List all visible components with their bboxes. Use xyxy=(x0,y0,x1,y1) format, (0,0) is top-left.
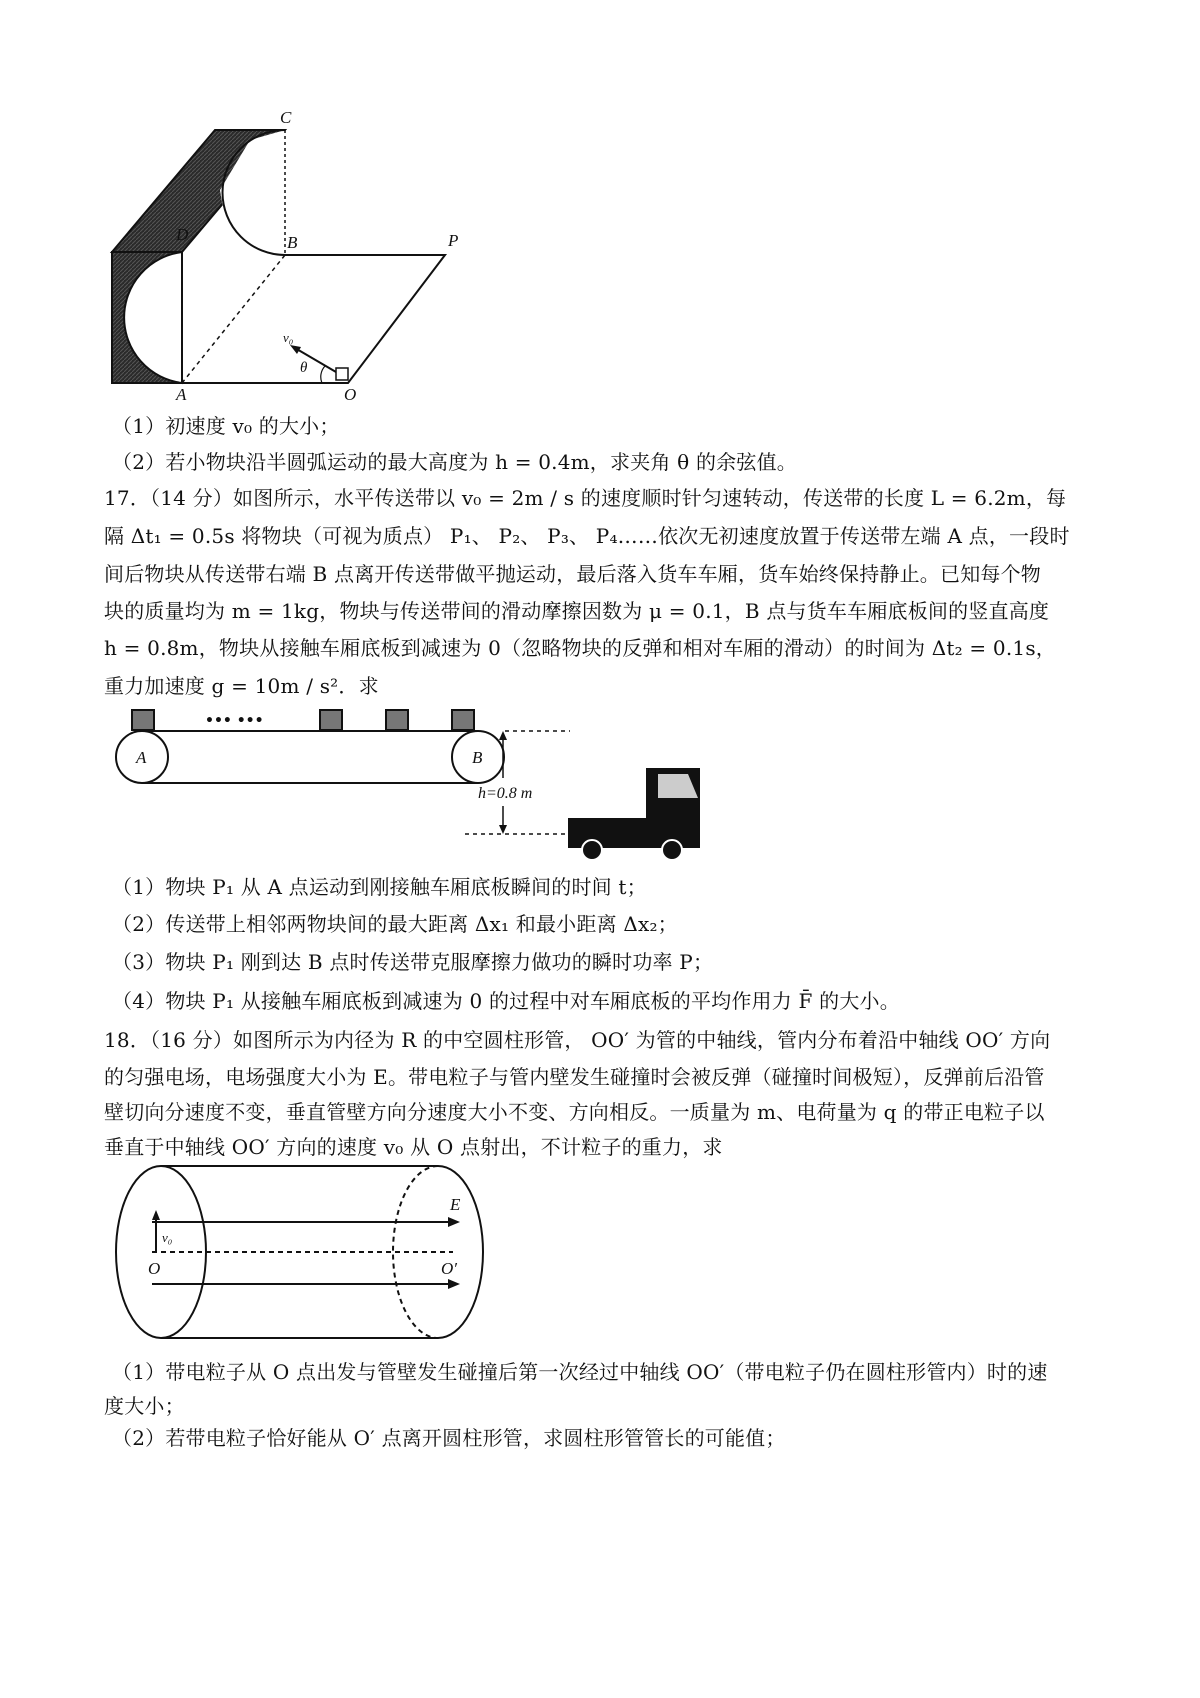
figure-cylinder-tube xyxy=(108,1158,503,1346)
incline-plane xyxy=(182,255,445,383)
figure-conveyor-truck xyxy=(110,700,710,865)
label-Oprime: O′ xyxy=(441,1259,457,1278)
label-B: B xyxy=(287,233,298,252)
label-O: O xyxy=(344,385,357,404)
q17-line3: 间后物块从传送带右端 B 点离开传送带做平抛运动，最后落入货车车厢，货车始终保持静止。已知每个物 xyxy=(104,562,1042,586)
q18-line2: 的匀强电场，电场强度大小为 E。带电粒子与管内壁发生碰撞时会被反弹（碰撞时间极短），反弹前后沿管 xyxy=(104,1065,1045,1089)
q18-line1: 18．（16 分）如图所示为内径为 R 的中空圆柱形管， OO′ 为管的中轴线，管内分布着沿中轴线 OO′ 方向 xyxy=(104,1028,1051,1052)
conveyor-block xyxy=(320,710,342,730)
q18-sub1b: 度大小； xyxy=(104,1394,185,1418)
q17-line4: 块的质量均为 m = 1kg，物块与传送带间的滑动摩擦因数为 μ = 0.1，B 点与货车车厢底板间的竖直高度 xyxy=(104,599,1050,623)
figure-halfpipe-incline xyxy=(100,100,500,405)
q17-sub1: （1）物块 P₁ 从 A 点运动到刚接触车厢底板瞬间的时间 t； xyxy=(112,875,647,899)
label-E: E xyxy=(450,1195,461,1214)
truck xyxy=(568,768,700,860)
dashed-line-ab xyxy=(182,255,285,383)
label-v0: v₀ xyxy=(283,330,294,345)
q18-sub1a: （1）带电粒子从 O 点出发与管壁发生碰撞后第一次经过中轴线 OO′（带电粒子仍在圆柱形管内）时的速 xyxy=(112,1360,1048,1384)
small-block xyxy=(336,368,348,380)
q17-sub2: （2）传送带上相邻两物块间的最大距离 Δx₁ 和最小距离 Δx₂； xyxy=(112,912,678,936)
theta-arc xyxy=(321,366,325,383)
q17-line1: 17．（14 分）如图所示，水平传送带以 v₀ = 2m / s 的速度顺时针匀速转动，传送带的长度 L = 6.2m，每 xyxy=(104,486,1067,510)
conveyor-block xyxy=(386,710,408,730)
label-P: P xyxy=(448,231,459,250)
q17-line2: 隔 Δt₁ = 0.5s 将物块（可视为质点） P₁、 P₂、 P₃、 P₄……依次无初速度放置于传送带左端 A 点，一段时 xyxy=(104,524,1070,548)
q18-line4: 垂直于中轴线 OO′ 方向的速度 v₀ 从 O 点射出，不计粒子的重力，求 xyxy=(104,1135,723,1159)
label-A: A xyxy=(136,748,147,767)
conveyor-block xyxy=(452,710,474,730)
q16-sub1: （1）初速度 v₀ 的大小； xyxy=(112,414,340,438)
q17-line6: 重力加速度 g = 10m / s²．求 xyxy=(104,674,379,698)
q17-sub4: （4）物块 P₁ 从接触车厢底板到减速为 0 的过程中对车厢底板的平均作用力 F̄ 的大小。 xyxy=(112,989,900,1013)
label-B: B xyxy=(472,748,483,767)
label-A: A xyxy=(176,385,187,404)
conveyor-dots: ••• ••• xyxy=(205,713,264,729)
label-height: h=0.8 m xyxy=(478,785,533,802)
q16-sub2: （2）若小物块沿半圆弧运动的最大高度为 h = 0.4m，求夹角 θ 的余弦值。 xyxy=(112,450,797,474)
conveyor-block xyxy=(132,710,154,730)
q17-sub3: （3）物块 P₁ 刚到达 B 点时传送带克服摩擦力做功的瞬时功率 P； xyxy=(112,950,714,974)
q18-sub2: （2）若带电粒子恰好能从 O′ 点离开圆柱形管，求圆柱形管管长的可能值； xyxy=(112,1426,786,1450)
label-theta: θ xyxy=(300,360,308,376)
q18-line3: 壁切向分速度不变，垂直管壁方向分速度大小不变、方向相反。一质量为 m、电荷量为 q 的带正电粒子以 xyxy=(104,1100,1045,1124)
label-D: D xyxy=(176,225,189,244)
q17-line5: h = 0.8m，物块从接触车厢底板到减速为 0（忽略物块的反弹和相对车厢的滑动）的时间为 Δt₂ = 0.1s， xyxy=(104,636,1057,660)
label-v0: v₀ xyxy=(162,1230,173,1245)
label-O: O xyxy=(148,1259,161,1278)
label-C: C xyxy=(280,108,292,127)
